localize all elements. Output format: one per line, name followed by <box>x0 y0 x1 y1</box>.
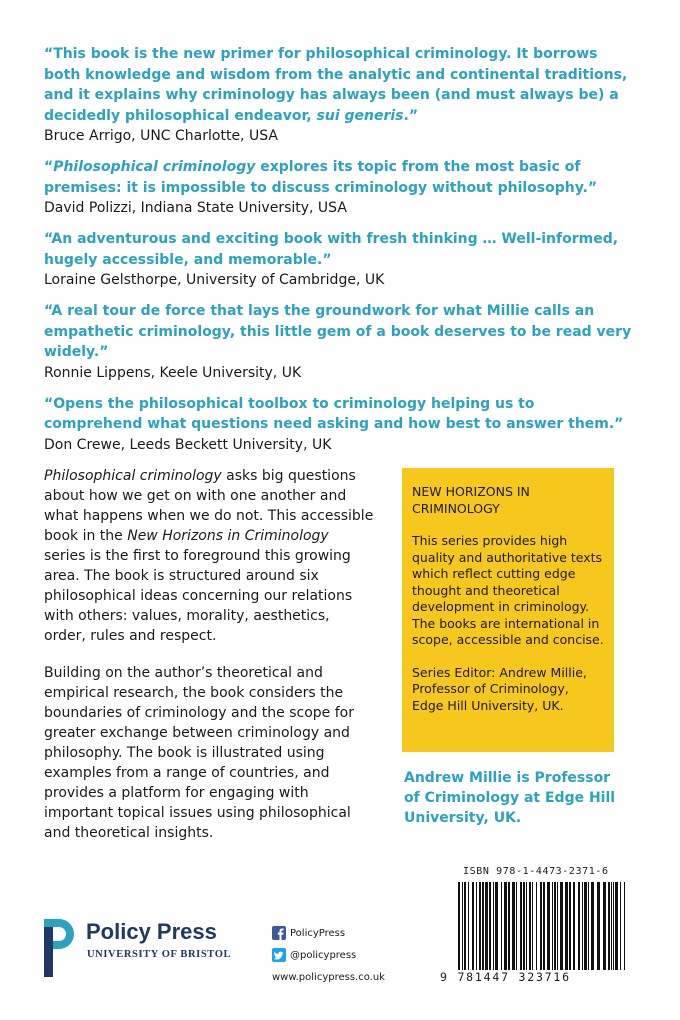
website-link[interactable]: www.policypress.co.uk <box>272 971 385 983</box>
publisher-subtitle: UNIVERSITY OF BRISTOL <box>87 949 232 960</box>
endorsement-author: Don Crewe, Leeds Beckett University, UK <box>44 436 332 453</box>
endorsement-quote: “Philosophical criminology explores its topic from the most basic of premises: it is impossible to discuss criminology without philosophy.” <box>44 159 598 196</box>
endorsement-3 <box>44 229 634 290</box>
policy-press-p-icon <box>42 913 76 979</box>
description-paragraph-2: Building on the author’s theoretical and empirical research, the book considers the boundaries of criminology and the scope for greater exchange between criminology and philosophy. The book is illustrated using examples from a range of countries, and provides a platform for engaging with important topical issues using philosophical and theoretical insights. <box>44 665 354 841</box>
book-description <box>44 466 374 860</box>
endorsement-author: Ronnie Lippens, Keele University, UK <box>44 364 302 381</box>
endorsement-author: Bruce Arrigo, UNC Charlotte, USA <box>44 128 278 144</box>
publisher-logo <box>42 913 242 983</box>
series-title: NEW HORIZONS IN CRIMINOLOGY <box>412 484 530 516</box>
isbn-barcode <box>440 878 630 988</box>
endorsement-author: Loraine Gelsthorpe, University of Cambridge, UK <box>44 272 385 288</box>
facebook-icon <box>272 926 286 940</box>
endorsement-quote: “A real tour de force that lays the groundwork for what Millie calls an empathetic criminology, this little gem of a book deserves to be read very widely.” <box>44 303 632 360</box>
facebook-link[interactable]: PolicyPress <box>272 922 385 944</box>
twitter-icon <box>272 948 286 962</box>
social-links <box>272 922 385 988</box>
twitter-link[interactable]: @policypress <box>272 944 385 966</box>
about-author: Andrew Millie is Professor of Criminology at Edge Hill University, UK. <box>404 770 616 826</box>
endorsement-4 <box>44 301 634 383</box>
publisher-name: Policy Press <box>86 919 217 944</box>
description-paragraph-1: Philosophical criminology asks big questions about how we get on with one another and what happens when we do not. This accessible book in the New Horizons in Criminology series is the first to foreground this growing area. The book is structured around six philosophical ideas concerning our relations with others: values, morality, aesthetics, order, rules and respect. <box>44 468 374 644</box>
endorsement-quote: “This book is the new primer for philosophical criminology. It borrows both knowledge and wisdom from the analytic and continental traditions, and it explains why criminology has always been (and must always be) a decidedly philosophical endeavor, sui generis.” <box>44 46 628 124</box>
barcode-bars <box>458 882 628 970</box>
endorsement-5 <box>44 394 634 455</box>
endorsement-quote: “An adventurous and exciting book with fresh thinking … Well-informed, hugely accessible, and memorable.” <box>44 231 619 268</box>
series-text: This series provides high quality and authoritative texts which reflect cutting edge thought and theoretical development in criminology. The books are international in scope, accessible and concise. <box>412 533 604 647</box>
barcode-digits: 9 781447 323716 <box>440 970 571 984</box>
endorsement-2 <box>44 157 634 218</box>
endorsements <box>44 44 634 466</box>
isbn-label: ISBN 978-1-4473-2371-6 <box>463 866 609 877</box>
series-editor: Series Editor: Andrew Millie, Professor of Criminology, Edge Hill University, UK. <box>412 664 587 713</box>
series-info-box <box>402 468 614 752</box>
endorsement-author: David Polizzi, Indiana State University, USA <box>44 200 347 216</box>
endorsement-1 <box>44 44 634 146</box>
endorsement-quote: “Opens the philosophical toolbox to criminology helping us to comprehend what questions need asking and how best to answer them.” <box>44 395 624 432</box>
